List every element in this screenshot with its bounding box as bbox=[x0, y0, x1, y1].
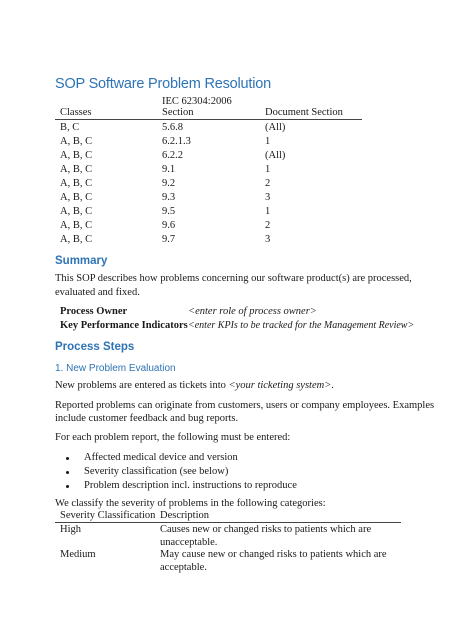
severity-level-medium: Medium bbox=[60, 549, 96, 560]
table-cell: 9.5 bbox=[162, 206, 176, 217]
table-cell: 3 bbox=[265, 192, 271, 203]
process-owner-value: <enter role of process owner> bbox=[188, 306, 317, 317]
step-heading-new-problem-evaluation: 1. New Problem Evaluation bbox=[55, 363, 176, 374]
ticketing-system-placeholder: <your ticketing system> bbox=[228, 380, 332, 391]
table-header-rule bbox=[55, 119, 362, 120]
paragraph-tickets bbox=[55, 378, 334, 393]
table-cell: B, C bbox=[60, 122, 80, 133]
bullet-dot bbox=[66, 471, 69, 474]
table-cell: 1 bbox=[265, 164, 271, 175]
table-cell: 2 bbox=[265, 178, 271, 189]
table-cell: 6.2.1.3 bbox=[162, 136, 191, 147]
list-item: Affected medical device and version bbox=[84, 452, 238, 463]
list-item: Severity classification (see below) bbox=[84, 466, 229, 477]
bullet-dot bbox=[66, 457, 69, 460]
kpi-label: Key Performance Indicators bbox=[60, 320, 188, 331]
table-cell: A, B, C bbox=[60, 164, 93, 175]
severity-desc-high-line-2: unacceptable. bbox=[160, 537, 218, 548]
table-header-classes: Classes bbox=[60, 107, 92, 118]
table-header-description: Description bbox=[160, 510, 209, 521]
table-cell: 5.6.8 bbox=[162, 122, 183, 133]
severity-desc-medium-line-1: May cause new or changed risks to patients which are bbox=[160, 549, 387, 560]
severity-desc-medium-line-2: acceptable. bbox=[160, 562, 207, 573]
table-cell: A, B, C bbox=[60, 178, 93, 189]
table-cell: 9.1 bbox=[162, 164, 176, 175]
section-heading-summary: Summary bbox=[55, 255, 108, 267]
table-header-document-section: Document Section bbox=[265, 107, 343, 118]
table-cell: 1 bbox=[265, 136, 271, 147]
table-cell: 9.6 bbox=[162, 220, 176, 231]
page-title: SOP Software Problem Resolution bbox=[55, 76, 271, 92]
table-cell: (All) bbox=[265, 150, 286, 161]
table-cell: A, B, C bbox=[60, 206, 93, 217]
table-header-section: Section bbox=[162, 107, 194, 118]
severity-desc-high-line-1: Causes new or changed risks to patients which are bbox=[160, 524, 372, 535]
paragraph-severity-intro: We classify the severity of problems in the following categories: bbox=[55, 498, 326, 509]
table-cell: 9.3 bbox=[162, 192, 176, 203]
severity-level-high: High bbox=[60, 524, 81, 535]
kpi-value: <enter KPIs to be tracked for the Management Review> bbox=[188, 320, 415, 331]
paragraph-required-fields: For each problem report, the following must be entered: bbox=[55, 432, 291, 443]
table-cell: 6.2.2 bbox=[162, 150, 183, 161]
table-cell: A, B, C bbox=[60, 136, 93, 147]
paragraph-tickets-prefix: New problems are entered as tickets into bbox=[55, 380, 229, 391]
summary-text-line-1: This SOP describes how problems concerning our software product(s) are processed, bbox=[55, 273, 412, 284]
table-cell: 9.7 bbox=[162, 234, 176, 245]
table-cell: 2 bbox=[265, 220, 271, 231]
summary-text-line-2: evaluated and fixed. bbox=[55, 287, 140, 298]
table-cell: A, B, C bbox=[60, 192, 93, 203]
section-heading-process-steps: Process Steps bbox=[55, 341, 135, 353]
paragraph-origins-line-1: Reported problems can originate from customers, users or company employees. Examples bbox=[55, 400, 435, 411]
table-cell: 9.2 bbox=[162, 178, 176, 189]
list-item: Problem description incl. instructions to reproduce bbox=[84, 480, 297, 491]
table-header-rule bbox=[55, 522, 401, 523]
table-cell: A, B, C bbox=[60, 234, 93, 245]
table-cell: A, B, C bbox=[60, 220, 93, 231]
table-cell: A, B, C bbox=[60, 150, 93, 161]
paragraph-tickets-suffix: . bbox=[331, 380, 334, 391]
bullet-dot bbox=[66, 485, 69, 488]
table-cell: 1 bbox=[265, 206, 271, 217]
process-owner-label: Process Owner bbox=[60, 306, 128, 317]
table-cell: (All) bbox=[265, 122, 286, 133]
table-header-standard: IEC 62304:2006 bbox=[162, 96, 232, 107]
paragraph-origins-line-2: include customer feedback and bug reports. bbox=[55, 413, 239, 424]
table-header-severity: Severity Classification bbox=[60, 510, 156, 521]
table-cell: 3 bbox=[265, 234, 271, 245]
